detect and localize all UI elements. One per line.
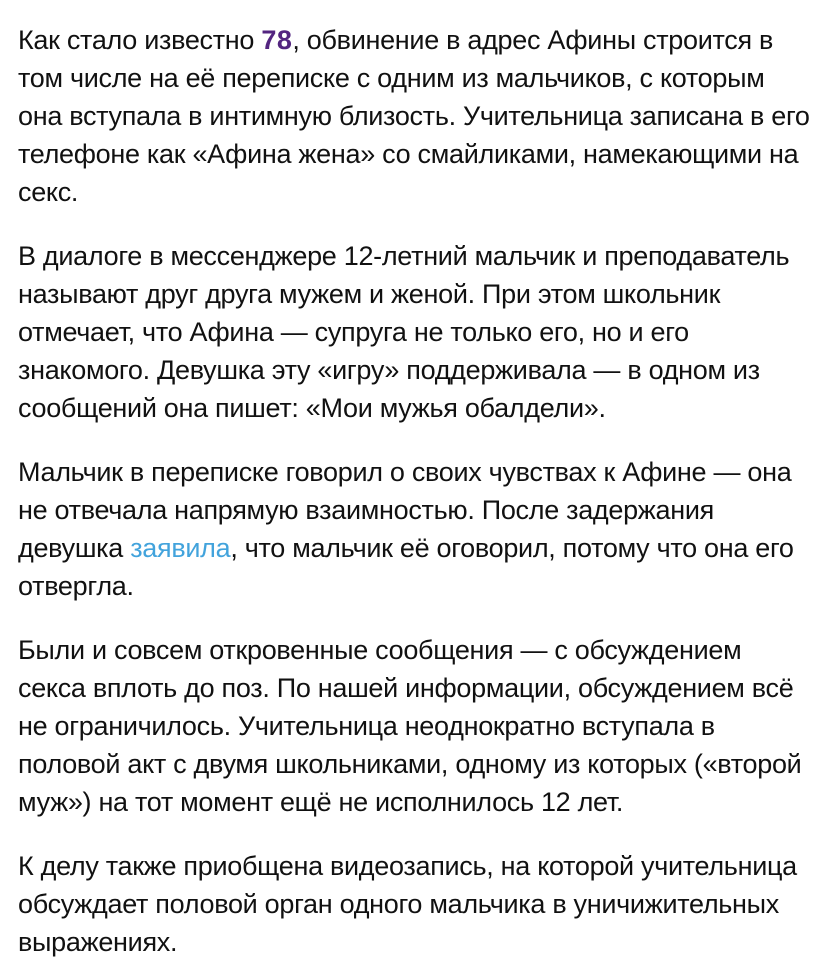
- paragraph-text: Как стало известно: [18, 25, 262, 55]
- paragraph-messages: [18, 631, 814, 821]
- paragraph-feelings: [18, 453, 814, 605]
- paragraph-text: Мальчик в переписке говорил о своих чувствах к Афине — она не отвечала напрямую взаимностью. После задержания девушка: [18, 457, 792, 563]
- paragraph-text: Были и совсем откровенные сообщения — с обсуждением секса вплоть до поз. По нашей информации, обсуждением всё не ограничилось. Учительница неоднократно вступала в половой акт с двумя школьниками, одному из которых («второй муж») на тот момент ещё не исполнилось 12 лет.: [18, 635, 802, 817]
- statement-link[interactable]: заявила: [130, 533, 231, 563]
- paragraph-dialogue: [18, 237, 814, 427]
- source-link-78[interactable]: 78: [261, 25, 293, 55]
- paragraph-text: , что мальчик её оговорил, потому что она его отвергла.: [18, 533, 794, 601]
- paragraph-video: [18, 847, 814, 961]
- paragraph-intro: [18, 21, 814, 211]
- paragraph-text: В диалоге в мессенджере 12-летний мальчик и преподаватель называют друг друга мужем и женой. При этом школьник отмечает, что Афина — супруга не только его, но и его знакомого. Девушка эту «игру» поддерживала — в одном из сообщений она пишет: «Мои мужья обалдели».: [18, 241, 790, 423]
- paragraph-text: , обвинение в адрес Афины строится в том числе на её переписке с одним из мальчиков, с которым она вступала в интимную близость. Учительница записана в его телефоне как «Афина жена» со смайликами, намекающими на секс.: [18, 25, 810, 207]
- paragraph-text: К делу также приобщена видеозапись, на которой учительница обсуждает половой орган одного мальчика в уничижительных выражениях.: [18, 851, 797, 957]
